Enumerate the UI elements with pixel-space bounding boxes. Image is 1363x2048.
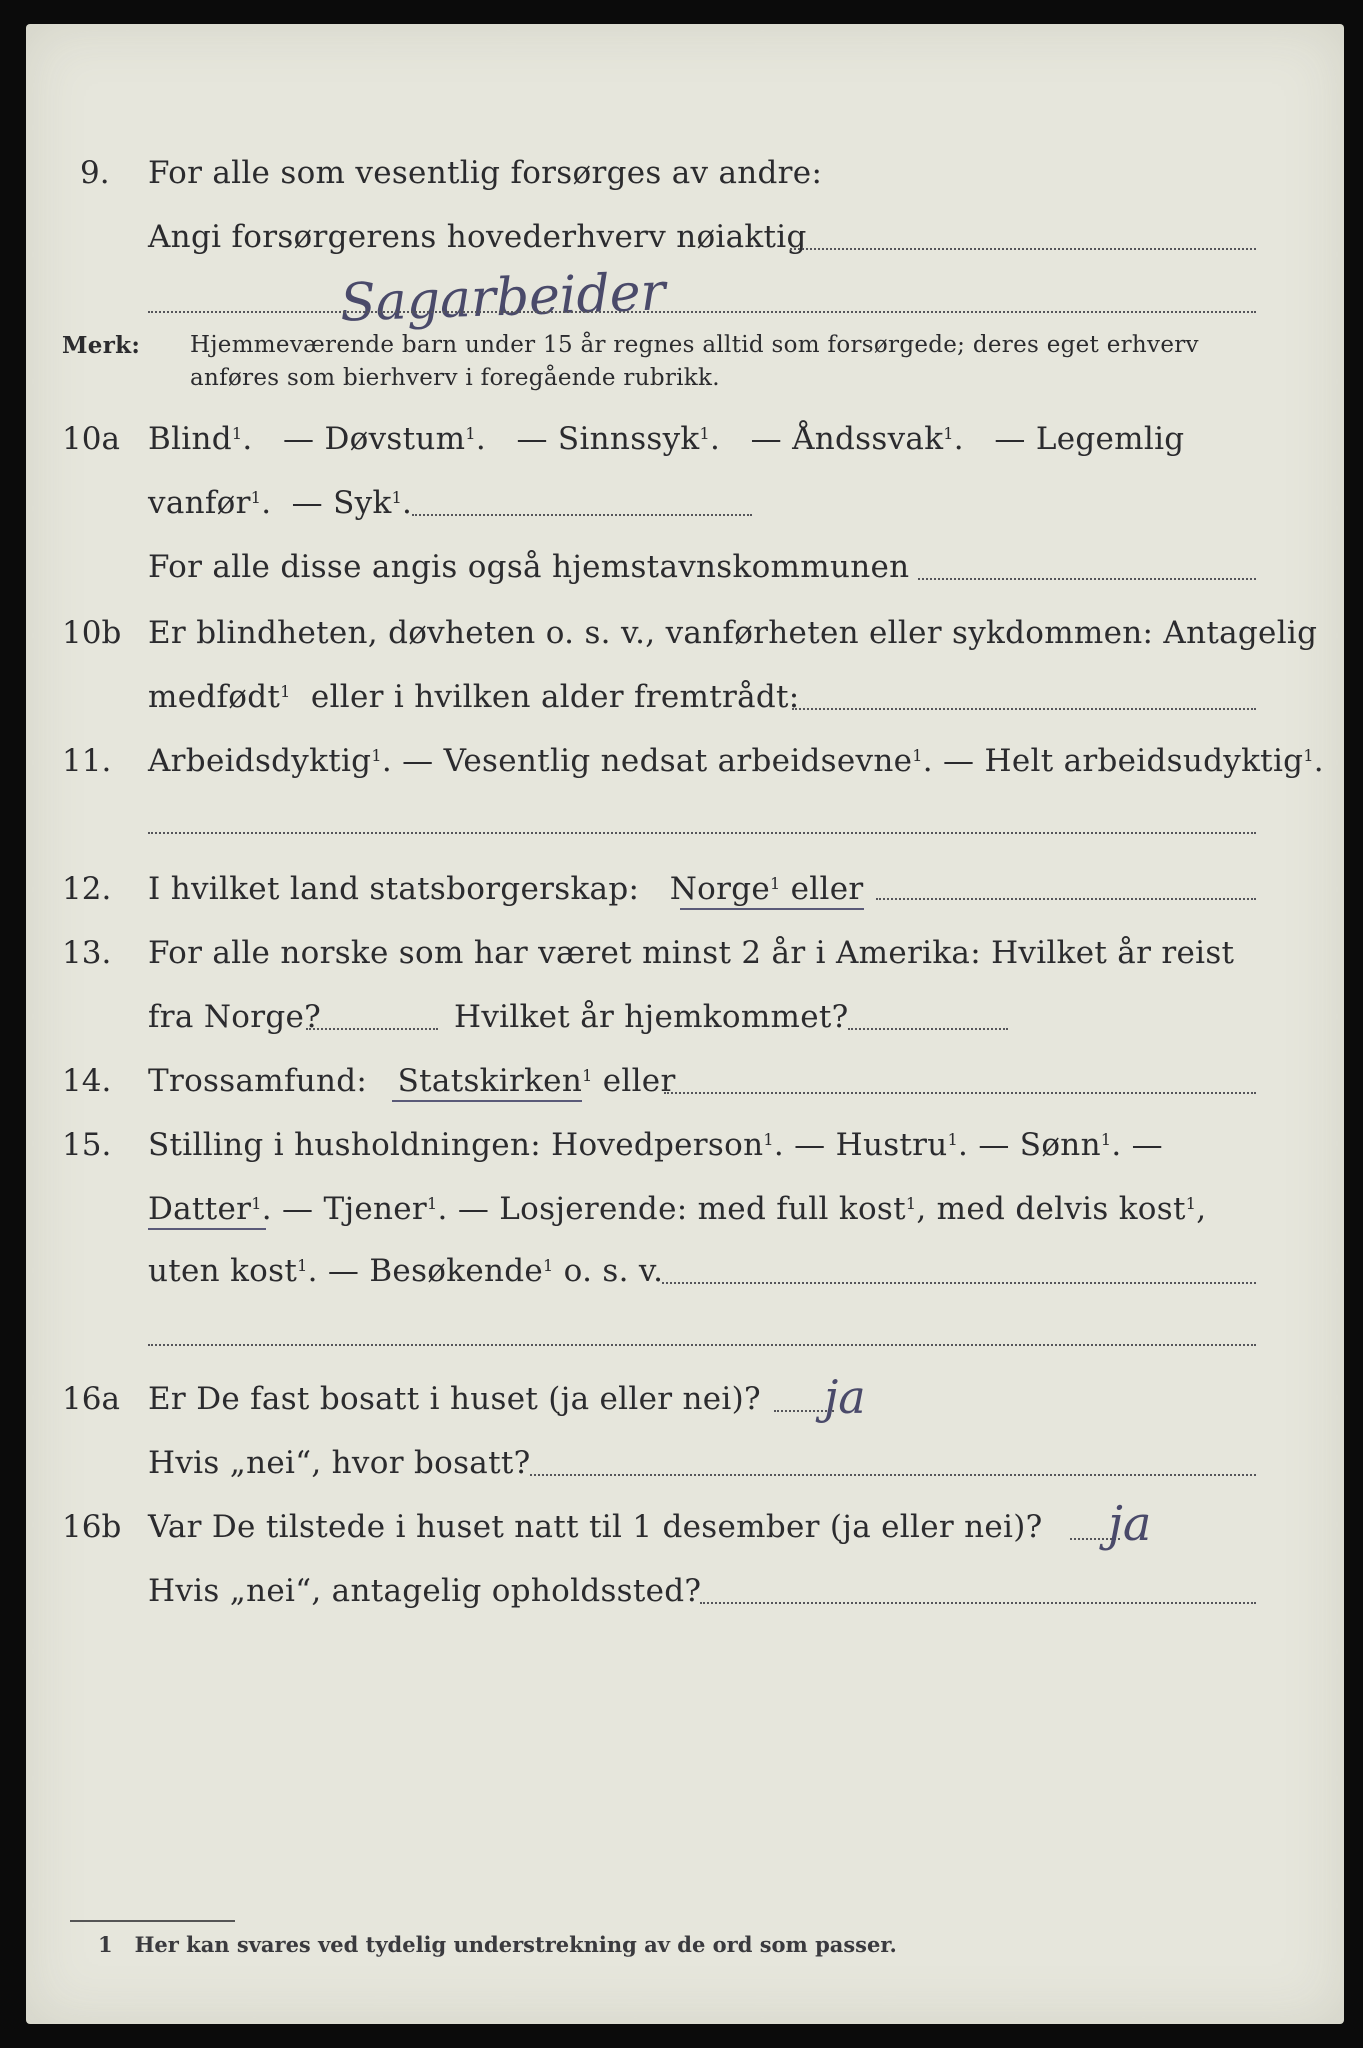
question-number: 15. bbox=[62, 1127, 112, 1163]
q13-line1: For alle norske som har været minst 2 år i Amerika: Hvilket år reist bbox=[148, 935, 1235, 971]
question-number: 12. bbox=[62, 871, 112, 907]
answer-dotted-line bbox=[876, 898, 1256, 900]
q10b-line2: medfødt$^1$ eller i hvilken alder fremtrådt: bbox=[148, 679, 800, 715]
option-underline bbox=[680, 908, 864, 910]
merk-line2: anføres som bierhverv i foregående rubrikk. bbox=[190, 365, 720, 391]
question-number: 10b bbox=[62, 615, 122, 651]
answer-dotted-line bbox=[148, 1344, 1256, 1346]
answer-dotted-line bbox=[412, 514, 752, 516]
q16b-line2: Hvis „nei“, antagelig opholdssted? bbox=[148, 1573, 702, 1609]
q16a-line1: Er De fast bosatt i huset (ja eller nei)? bbox=[148, 1381, 761, 1417]
q15-line2: Datter$^1$. — Tjener$^1$. — Losjerende: med full kost$^1$, med delvis kost$^1$, bbox=[148, 1191, 1207, 1227]
answer-dotted-line bbox=[918, 578, 1256, 580]
footnote: 1 Her kan svares ved tydelig understrekning av de ord som passer. bbox=[98, 1932, 897, 1957]
q16b-line1: Var De tilstede i huset natt til 1 desember (ja eller nei)? bbox=[148, 1509, 1043, 1545]
question-number: 9. bbox=[80, 155, 110, 191]
q10b-line1: Er blindheten, døvheten o. s. v., vanførheten eller sykdommen: Antagelig bbox=[148, 615, 1318, 651]
answer-dotted-line bbox=[148, 311, 1256, 313]
q14-line: Trossamfund: Statskirken$^1$ eller bbox=[148, 1063, 676, 1099]
q9-line1: For alle som vesentlig forsørges av andre: bbox=[148, 155, 823, 191]
answer-dotted-line bbox=[700, 1602, 1256, 1604]
answer-dotted-line bbox=[848, 1028, 1008, 1030]
q15-line1: Stilling i husholdningen: Hovedperson$^1$. — Hustru$^1$. — Sønn$^1$. — bbox=[148, 1127, 1163, 1163]
merk-line1: Hjemmeværende barn under 15 år regnes alltid som forsørgede; deres eget erhverv bbox=[190, 332, 1199, 358]
question-number: 10a bbox=[62, 421, 120, 457]
answer-dotted-line bbox=[664, 1092, 1256, 1094]
question-number: 16a bbox=[62, 1381, 120, 1417]
question-number: 11. bbox=[62, 743, 112, 779]
handwritten-answer: ja bbox=[824, 1370, 866, 1424]
answer-dotted-line bbox=[530, 1474, 1256, 1476]
question-number: 13. bbox=[62, 935, 112, 971]
question-number: 14. bbox=[62, 1063, 112, 1099]
q15-line3: uten kost$^1$. — Besøkende$^1$ o. s. v. bbox=[148, 1253, 664, 1289]
handwritten-answer: ja bbox=[1108, 1496, 1152, 1552]
answer-dotted-line bbox=[306, 1028, 438, 1030]
answer-dotted-line bbox=[790, 248, 1256, 250]
q12-line: I hvilket land statsborgerskap: Norge$^1$ eller bbox=[148, 871, 864, 907]
q13-line2a: fra Norge? bbox=[148, 999, 322, 1035]
option-underline bbox=[392, 1100, 582, 1102]
q13-line2b: Hvilket år hjemkommet? bbox=[454, 999, 849, 1035]
q10a-line2: vanfør$^1$. — Syk$^1$. bbox=[148, 485, 413, 521]
q9-line2: Angi forsørgerens hovederhverv nøiaktig bbox=[148, 219, 807, 255]
q16a-line2: Hvis „nei“, hvor bosatt? bbox=[148, 1445, 531, 1481]
question-number: 16b bbox=[62, 1509, 122, 1545]
answer-dotted-line bbox=[662, 1282, 1256, 1284]
footnote-rule bbox=[70, 1920, 235, 1922]
answer-dotted-line bbox=[148, 832, 1256, 834]
q10a-line3: For alle disse angis også hjemstavnskommunen bbox=[148, 549, 910, 585]
merk-label: Merk: bbox=[62, 332, 141, 359]
option-underline bbox=[148, 1228, 266, 1230]
q10a-line1: Blind$^1$. — Døvstum$^1$. — Sinnssyk$^1$. — Åndssvak$^1$. — Legemlig bbox=[148, 421, 1185, 457]
handwritten-answer: Sagarbeider bbox=[339, 262, 667, 334]
answer-dotted-line bbox=[792, 708, 1256, 710]
q11-line: Arbeidsdyktig$^1$. — Vesentlig nedsat arbeidsevne$^1$. — Helt arbeidsudyktig$^1$. bbox=[148, 743, 1324, 779]
